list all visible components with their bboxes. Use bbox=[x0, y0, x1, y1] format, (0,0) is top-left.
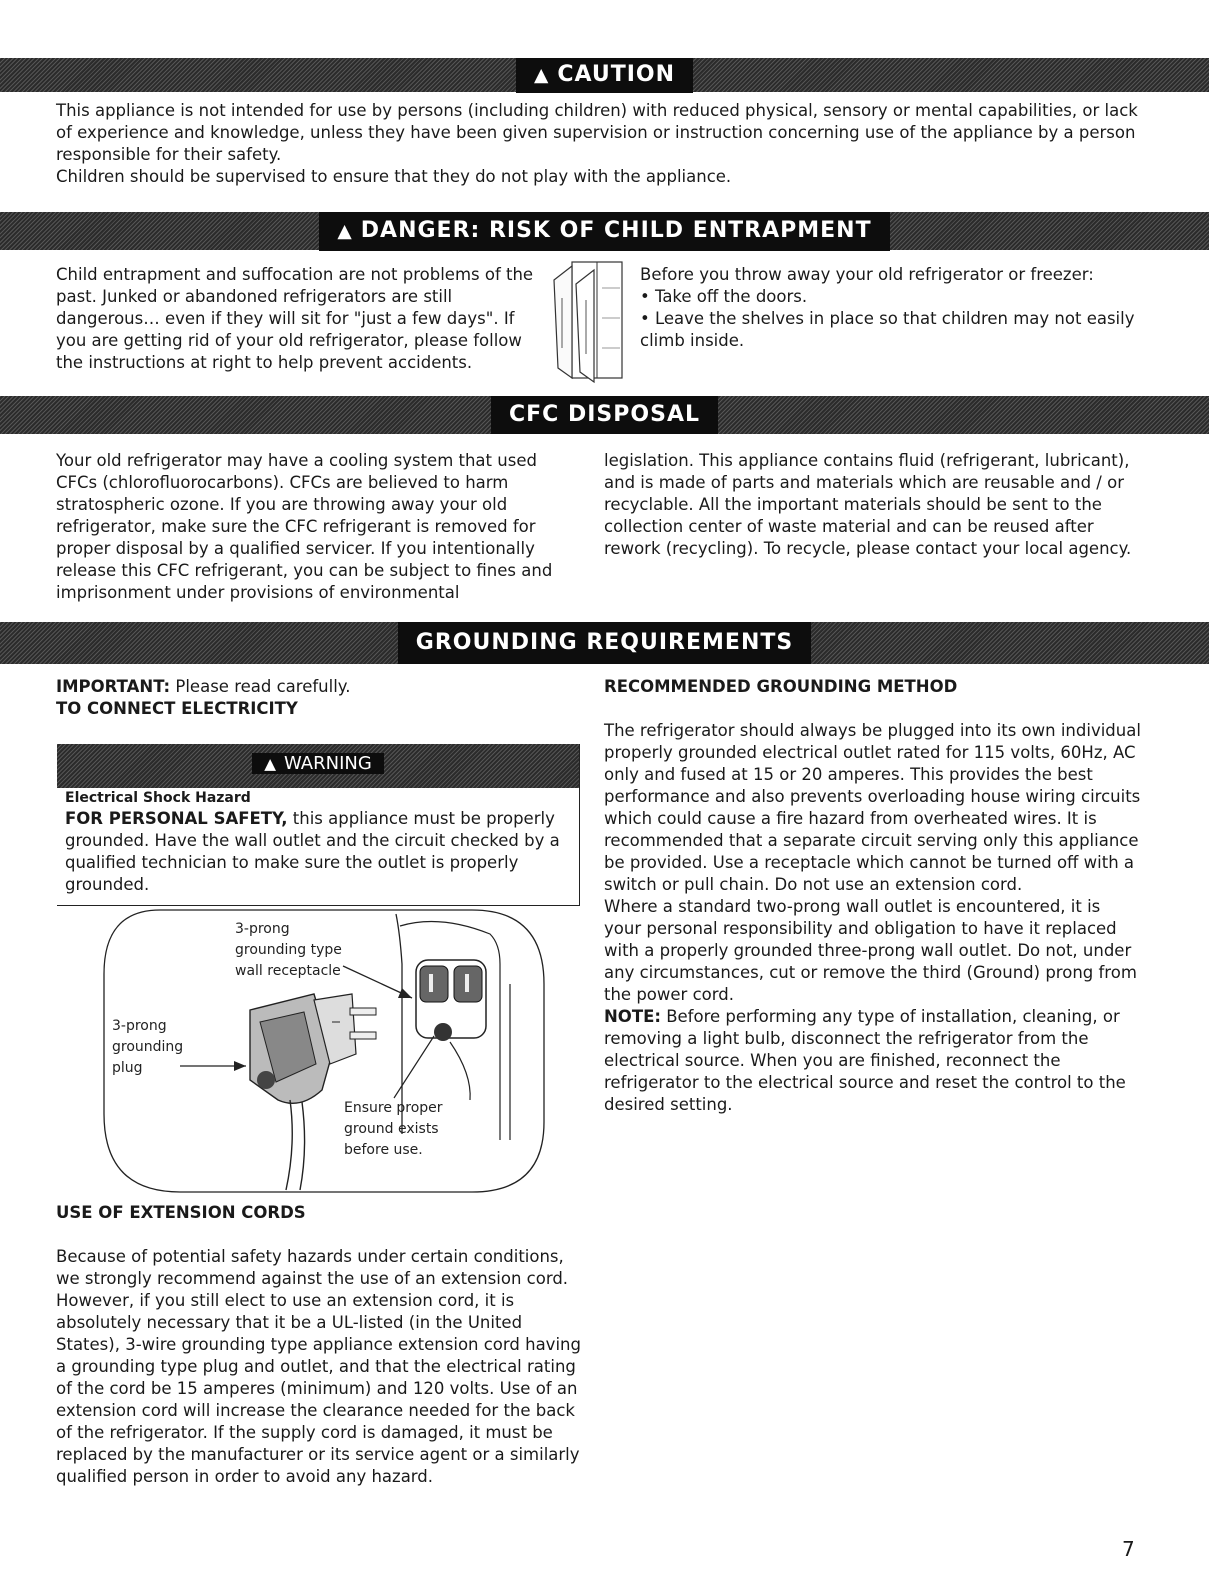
method-paragraph-1: The refrigerator should always be plugged into its own individual properly grounded electrical outlet rated for 115 volts, 60Hz, AC only and fused at 15 or 20 amperes. This provides the best performance and also prevents overloading house wiring circuits which could cause a fire hazard from overheated wires. It is recommended that a separate circuit serving only this appliance be provided. Use a receptacle which cannot be turned off with a switch or pull chain. Do not use an extension cord. bbox=[604, 721, 1141, 894]
warning-title: WARNING bbox=[283, 753, 372, 774]
plug-label-2: grounding bbox=[112, 1039, 184, 1055]
caution-paragraph-1: This appliance is not intended for use by persons (including children) with reduced physical, sensory or mental capabilities, or lack of experience and knowledge, unless they have been given supervision or instruction concerning use of the appliance by a person responsible for their safety. bbox=[56, 101, 1138, 164]
ensure-label-1: Ensure proper bbox=[344, 1100, 443, 1116]
plug-label-3: plug bbox=[112, 1060, 143, 1076]
cfc-title: CFC DISPOSAL bbox=[491, 396, 718, 434]
cfc-left-text: Your old refrigerator may have a cooling system that used CFCs (chlorofluorocarbons). CFCs are believed to harm stratospheric ozone. If you are throwing away your old refrigerator, make sure the CFC refrigerant is removed for proper disposal by a qualified servicer. If you intentionally release this CFC refrigerant, you can be subject to fines and imprisonment under provisions of environmental bbox=[56, 451, 553, 602]
caution-text bbox=[56, 100, 1146, 188]
receptacle-label-1: 3-prong bbox=[235, 921, 290, 937]
danger-right-item-2: • Leave the shelves in place so that children may not easily climb inside. bbox=[640, 309, 1135, 350]
note-text: Before performing any type of installation, cleaning, or removing a light bulb, disconnect the refrigerator from the electrical source. When you are finished, reconnect the refrigerator to the electrical source and reset the control to the desired setting. bbox=[604, 1007, 1126, 1114]
grounding-banner bbox=[0, 622, 1209, 664]
caution-title: CAUTION bbox=[557, 62, 676, 87]
warning-box bbox=[57, 744, 580, 906]
important-label: IMPORTANT: bbox=[56, 677, 171, 696]
safety-body: this appliance must be properly grounded. Have the wall outlet and the circuit checked by a qualified technician to make sure the outlet is properly grounded. bbox=[65, 809, 560, 894]
note-label: NOTE: bbox=[604, 1007, 661, 1026]
warning-triangle-icon: ▲ bbox=[337, 221, 353, 242]
connect-heading: TO CONNECT ELECTRICITY bbox=[56, 699, 298, 718]
receptacle-label-2: grounding type bbox=[235, 942, 342, 958]
method-paragraph-2: Where a standard two-prong wall outlet is encountered, it is your personal responsibility and obligation to have it replaced with a properly grounded three-prong wall outlet. Do not, under any circumstances, cut or remove the third (Ground) prong from the power cord. bbox=[604, 897, 1137, 1004]
grounding-title: GROUNDING REQUIREMENTS bbox=[398, 622, 811, 664]
extension-heading: USE OF EXTENSION CORDS bbox=[56, 1203, 306, 1222]
caution-banner bbox=[0, 58, 1209, 92]
cfc-right-text: legislation. This appliance contains fluid (refrigerant, lubricant), and is made of parts and materials which are reusable and / or recyclable. All the important materials should be sent to the collection center of waste material and can be reused after rework (recycling). To recycle, please contact your local agency. bbox=[604, 451, 1132, 558]
safety-label: FOR PERSONAL SAFETY, bbox=[65, 809, 288, 828]
caution-paragraph-2: Children should be supervised to ensure that they do not play with the appliance. bbox=[56, 167, 732, 186]
danger-banner bbox=[0, 212, 1209, 250]
danger-right-item-1: • Take off the doors. bbox=[640, 287, 808, 306]
ensure-label-2: ground exists bbox=[344, 1121, 439, 1137]
warning-triangle-icon: ▲ bbox=[264, 755, 276, 773]
plug-label-1: 3-prong bbox=[112, 1018, 167, 1034]
shock-heading: Electrical Shock Hazard bbox=[65, 790, 251, 806]
method-heading: RECOMMENDED GROUNDING METHOD bbox=[604, 677, 958, 696]
method-text bbox=[604, 720, 1142, 1116]
extension-text: Because of potential safety hazards under certain conditions, we strongly recommend against the use of an extension cord. However, if you still elect to use an extension cord, it is absolutely necessary that it be a UL-listed (in the United States), 3-wire grounding type appliance extension cord having a grounding type plug and outlet, and that the electrical rating of the cord be 15 amperes (minimum) and 120 volts. Use of an extension cord will increase the clearance needed for the back of the refrigerator. If the supply cord is damaged, it must be replaced by the manufacturer or its service agent or a similarly qualified person in order to avoid any hazard. bbox=[56, 1247, 581, 1486]
grounding-plug-figure bbox=[100, 904, 546, 1196]
safety-text bbox=[65, 808, 571, 896]
cfc-banner bbox=[0, 396, 1209, 434]
receptacle-label-3: wall receptacle bbox=[235, 963, 341, 979]
warning-triangle-icon: ▲ bbox=[533, 65, 550, 86]
danger-right-intro: Before you throw away your old refrigerator or freezer: bbox=[640, 265, 1094, 284]
refrigerator-illustration bbox=[550, 258, 630, 384]
important-text: Please read carefully. bbox=[170, 677, 351, 696]
page-number: 7 bbox=[1122, 1537, 1135, 1561]
ensure-label-3: before use. bbox=[344, 1142, 423, 1158]
note-paragraph bbox=[604, 1006, 1142, 1116]
danger-title: DANGER: RISK OF CHILD ENTRAPMENT bbox=[360, 218, 872, 243]
important-line bbox=[56, 676, 576, 698]
warning-header bbox=[57, 744, 579, 788]
danger-right-text bbox=[640, 264, 1160, 352]
danger-left-text: Child entrapment and suffocation are not problems of the past. Junked or abandoned refrigerators are still dangerous… even if they will sit for "just a few days". If you are getting rid of your old refrigerator, please follow the instructions at right to help prevent accidents. bbox=[56, 265, 534, 372]
